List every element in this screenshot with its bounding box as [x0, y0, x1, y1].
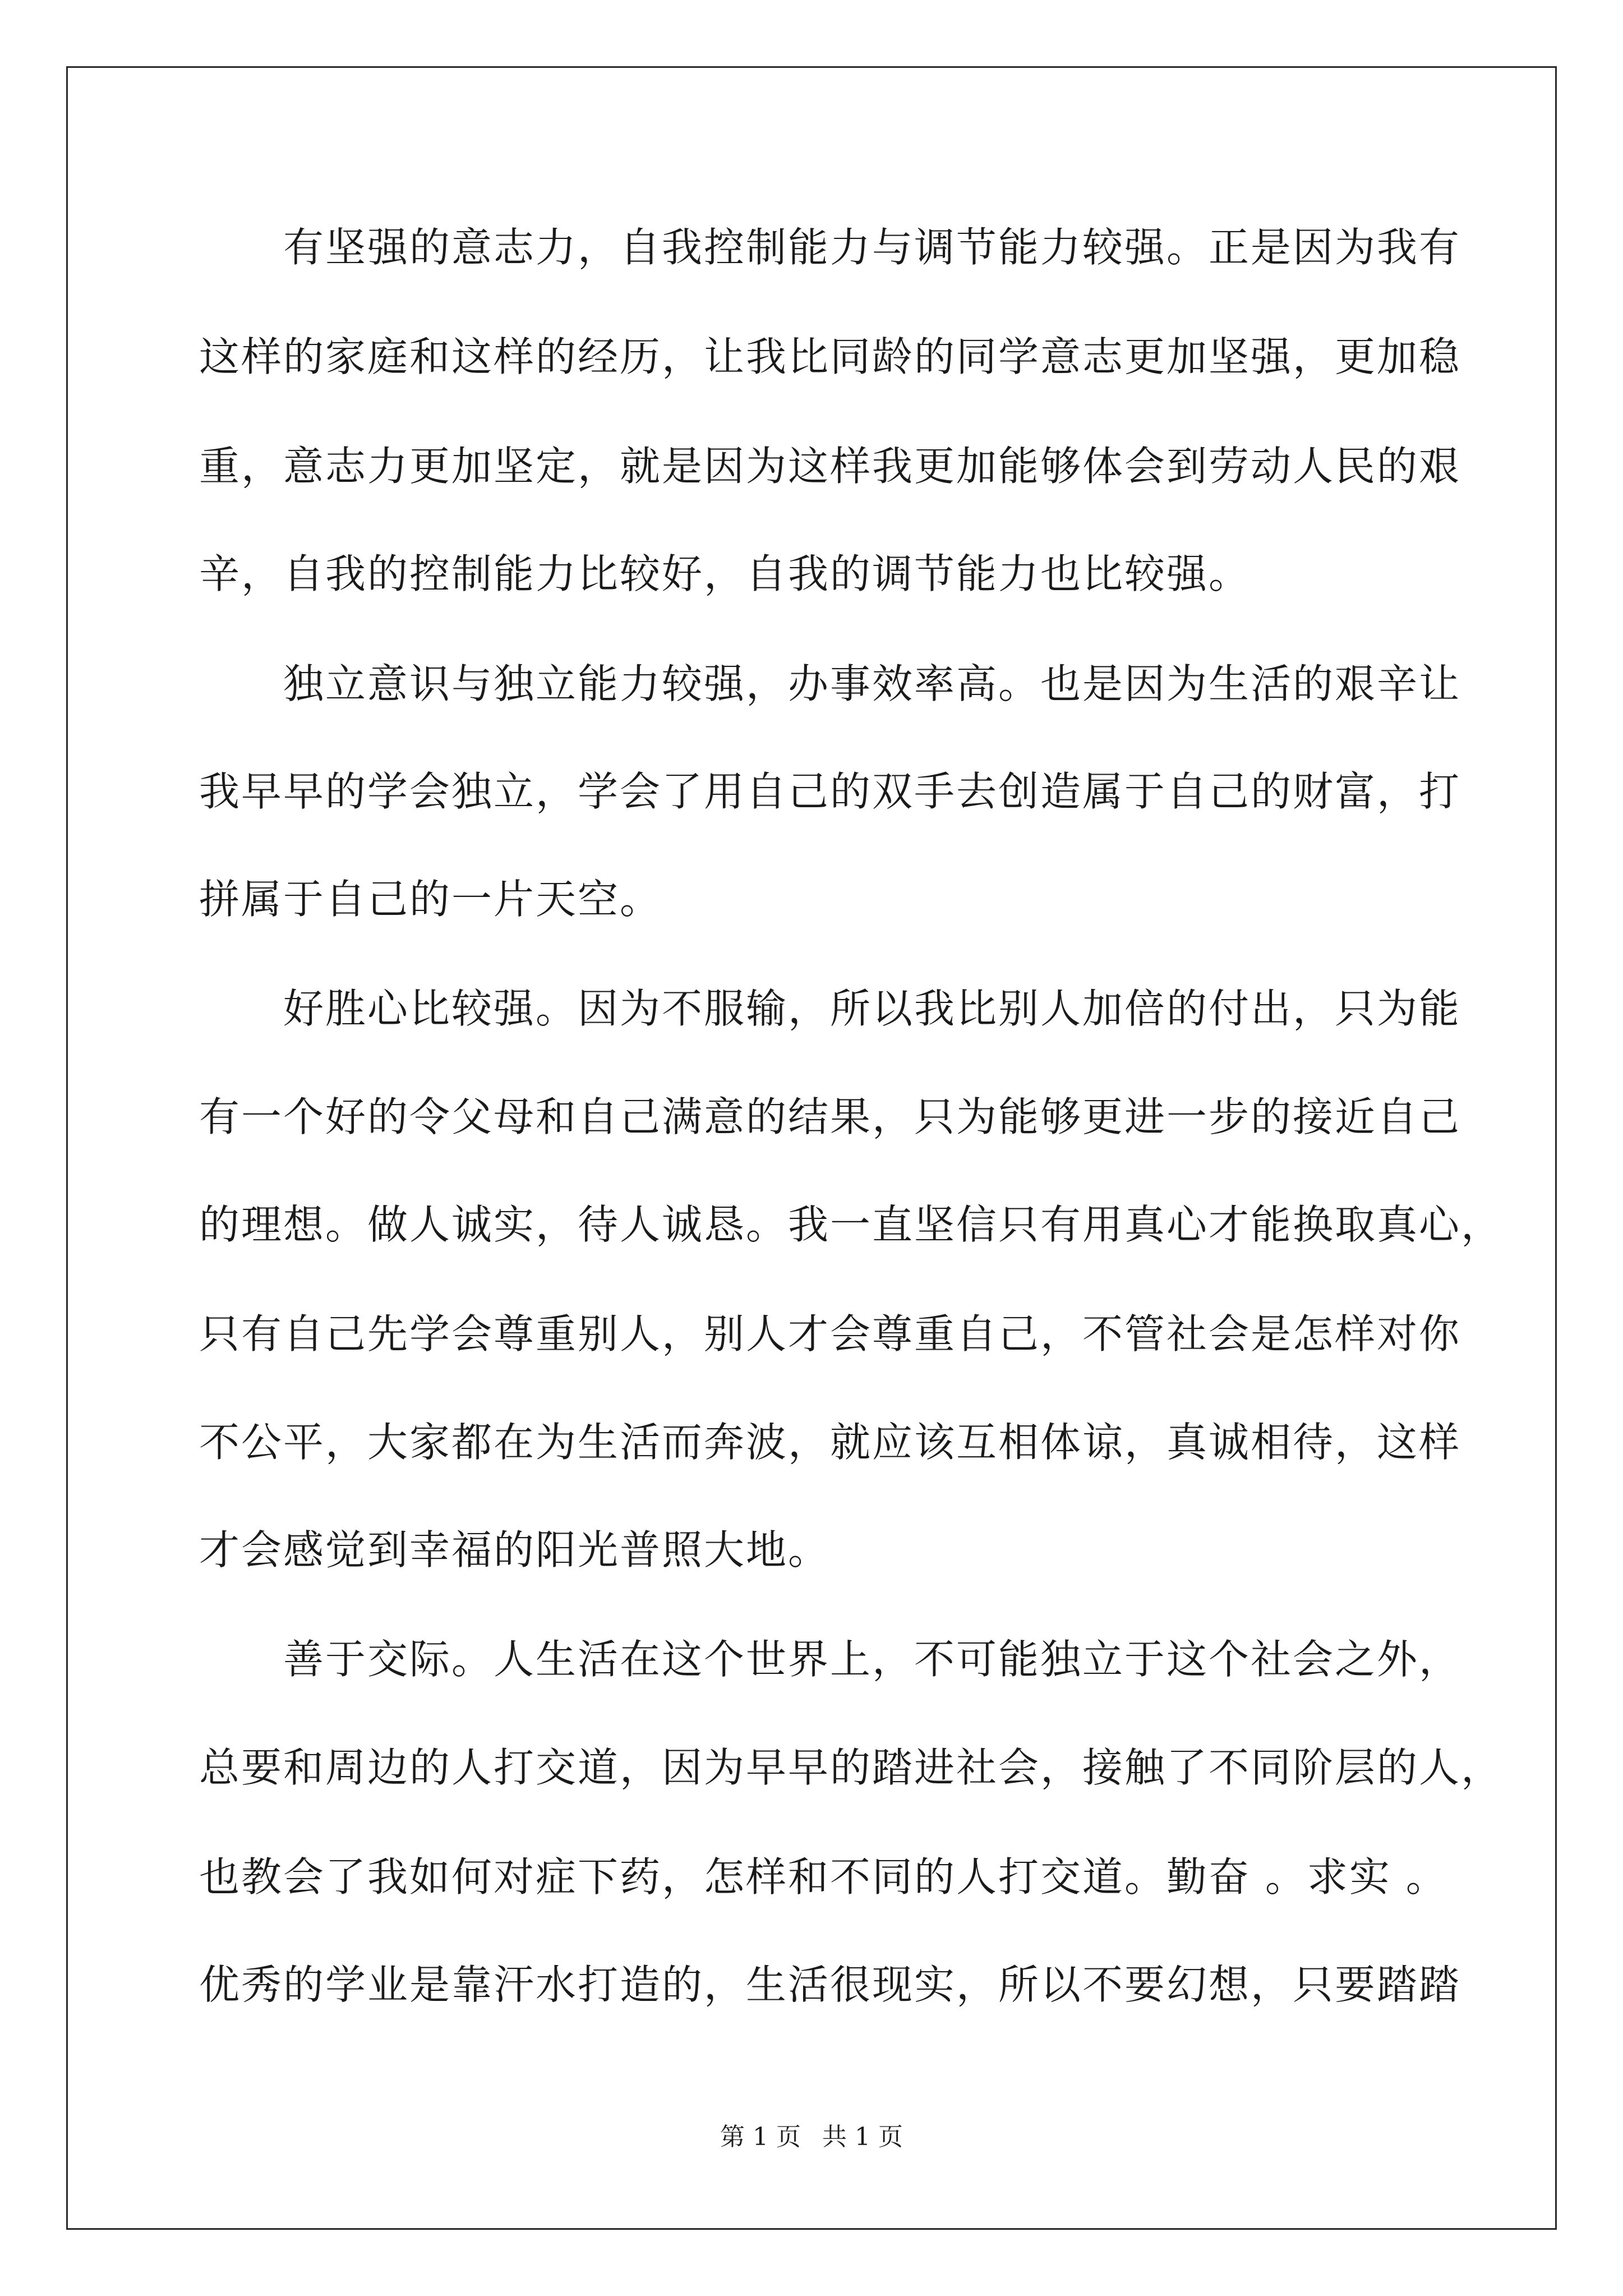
- text-line: 独立意识与独立能力较强，办事效率高。也是因为生活的艰辛让: [283, 660, 1461, 707]
- text-line: 只有自己先学会尊重别人，别人才会尊重自己，不管社会是怎样对你: [199, 1310, 1461, 1358]
- page-total: 共 1 页: [822, 2123, 903, 2151]
- text-line: 的理想。做人诚实，待人诚恳。我一直坚信只有用真心才能换取真心，: [199, 1201, 1504, 1248]
- text-line: 不公平，大家都在为生活而奔波，就应该互相体谅，真诚相待，这样: [199, 1419, 1461, 1466]
- text-line: 有坚强的意志力，自我控制能力与调节能力较强。正是因为我有: [283, 224, 1461, 271]
- text-line: 我早早的学会独立，学会了用自己的双手去创造属于自己的财富，打: [199, 768, 1461, 815]
- text-line: 也教会了我如何对症下药，怎样和不同的人打交道。勤奋 。求实 。: [199, 1853, 1448, 1901]
- text-line: 总要和周边的人打交道，因为早早的踏进社会，接触了不同阶层的人，: [199, 1744, 1504, 1791]
- text-line: 辛，自我的控制能力比较好，自我的调节能力也比较强。: [199, 550, 1251, 597]
- text-line: 优秀的学业是靠汗水打造的，生活很现实，所以不要幻想，只要踏踏: [199, 1961, 1461, 2008]
- text-line: 拼属于自己的一片天空。: [199, 876, 662, 923]
- text-line: 善于交际。人生活在这个世界上，不可能独立于这个社会之外，: [283, 1636, 1461, 1683]
- text-line: 这样的家庭和这样的经历，让我比同龄的同学意志更加坚强，更加稳: [199, 333, 1461, 380]
- page-number: 第 1 页: [720, 2123, 801, 2151]
- page-footer: [0, 2125, 1623, 2150]
- text-line: 才会感觉到幸福的阳光普照大地。: [199, 1526, 831, 1573]
- text-line: 好胜心比较强。因为不服输，所以我比别人加倍的付出，只为能: [283, 985, 1461, 1032]
- text-line: 有一个好的令父母和自己满意的结果，只为能够更进一步的接近自己: [199, 1093, 1461, 1140]
- text-line: 重，意志力更加坚定，就是因为这样我更加能够体会到劳动人民的艰: [199, 443, 1461, 490]
- page-border: [66, 66, 1557, 2230]
